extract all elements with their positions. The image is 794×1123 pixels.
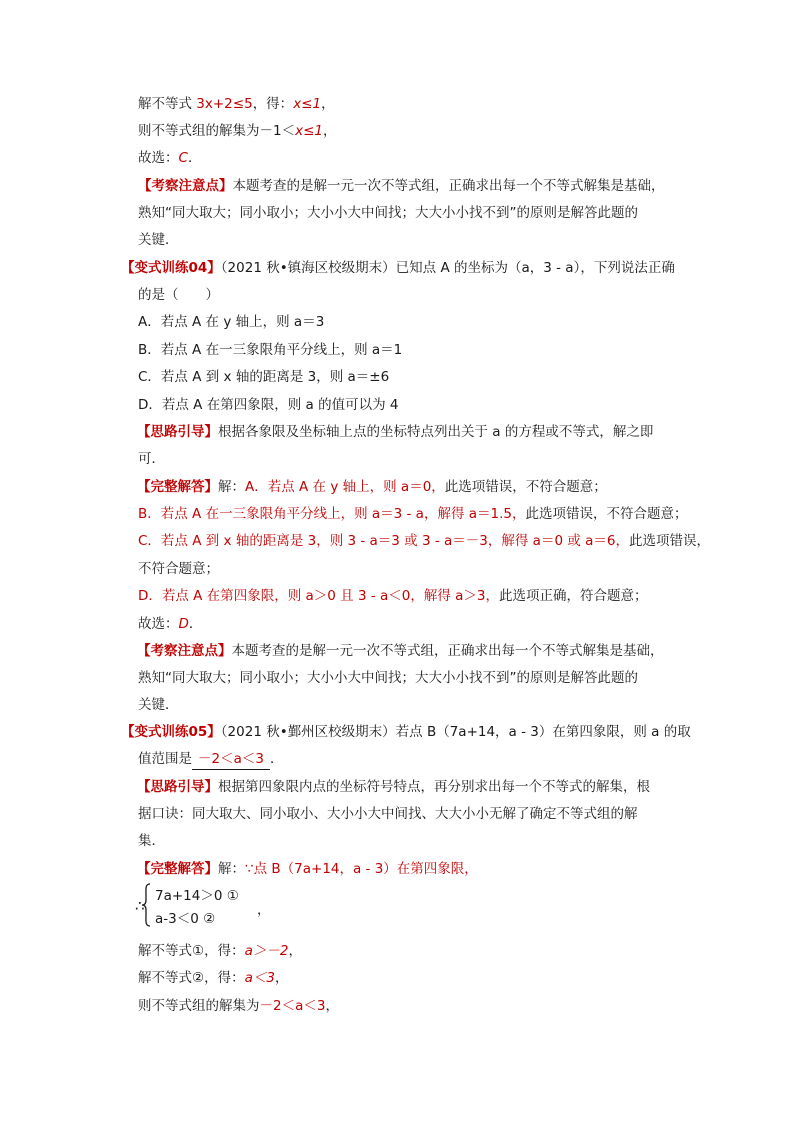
- section-tag: 【思路引导】: [137, 424, 218, 440]
- exercise-heading: [121, 258, 675, 278]
- exercise-heading: [121, 722, 691, 742]
- section-tag: 【考察注意点】: [137, 643, 232, 659]
- option-d: D．若点 A 在第四象限，则 a 的值可以为 4: [138, 397, 399, 413]
- text-line: [137, 422, 653, 442]
- text-line: 熟知“同大取大；同小取小；大小小大中间找；大大小小找不到”的原则是解答此题的: [138, 670, 638, 686]
- math-expression: a＞－2: [244, 943, 289, 959]
- section-tag: 【完整解答】: [137, 861, 218, 877]
- text-line: [137, 477, 607, 497]
- line-text: （2021 秋•鄞州区校级期末）若点 B（7a+14，a - 3）在第四象限，则 a 的取: [220, 724, 691, 740]
- line-text: 则不等式组的解集为: [138, 998, 260, 1014]
- text-line: 关键．: [138, 232, 179, 248]
- text-line: 集．: [138, 833, 165, 849]
- math-expression: a＜3: [244, 970, 275, 986]
- line-text: 故选：: [138, 150, 179, 166]
- text-line: [138, 148, 201, 168]
- line-text: 则不等式组的解集为－1＜: [138, 123, 296, 139]
- line-text: 根据第四象限内点的坐标符号特点，再分别求出每一个不等式的解集，根: [218, 779, 650, 795]
- system-comma: ，: [257, 902, 271, 918]
- text-line: [138, 941, 302, 961]
- solution-text: B．若点 A 在一三象限角平分线上，则 a＝3 - a，解得 a＝1.5，: [138, 506, 526, 522]
- line-text: 故选：: [138, 616, 179, 632]
- solution-text: D．若点 A 在第四象限，则 a＞0 且 3 - a＜0，解得 a＞3，: [138, 588, 500, 604]
- line-text: 此选项错误，不符合题意；: [444, 479, 607, 495]
- therefore-symbol: ∴: [135, 897, 145, 915]
- line-text: ，: [325, 998, 339, 1014]
- text-line: 可．: [138, 451, 165, 467]
- section-tag: 【完整解答】: [137, 479, 218, 495]
- text-line: 的是（ ）: [138, 287, 219, 303]
- line-text: 此选项正确，符合题意；: [499, 588, 648, 604]
- text-line: [137, 641, 664, 661]
- inequality-row-2: a-3＜0 ②: [155, 911, 216, 927]
- text-line: 不符合题意；: [138, 561, 219, 577]
- section-tag: 【变式训练05】: [121, 724, 221, 740]
- text-line: 据口诀：同大取大、同小取小、大小小大中间找、大大小小无解了确定不等式组的解: [138, 806, 638, 822]
- text-line: [138, 996, 339, 1016]
- inequality-row-1: 7a+14＞0 ①: [155, 888, 239, 904]
- text-line: [138, 749, 283, 770]
- text-line: [137, 777, 650, 797]
- text-line: 熟知“同大取大；同小取小；大小小大中间找；大大小小找不到”的原则是解答此题的: [138, 205, 638, 221]
- text-line: [138, 586, 648, 606]
- line-text: ，: [274, 970, 289, 986]
- math-expression: 3x+2≤5: [196, 96, 253, 112]
- text-line: [138, 121, 336, 141]
- line-text: 值范围是: [138, 751, 192, 767]
- option-b: B．若点 A 在一三象限角平分线上，则 a＝1: [138, 342, 403, 358]
- line-text: ．: [269, 751, 284, 767]
- line-text: （2021 秋•镇海区校级期末）已知点 A 的坐标为（a，3 - a），下列说法正确: [220, 260, 675, 276]
- line-text: 解不等式②，得：: [138, 970, 245, 986]
- math-expression: －2＜a＜3: [259, 998, 326, 1014]
- section-tag: 【变式训练04】: [121, 260, 221, 276]
- text-line: 关键．: [138, 697, 179, 713]
- line-text: 本题考查的是解一元一次不等式组，正确求出每一个不等式解集是基础，: [232, 178, 665, 194]
- text-line: [138, 176, 665, 196]
- answer-letter: C: [178, 150, 188, 166]
- line-text: 根据各象限及坐标轴上点的坐标特点列出关于 a 的方程或不等式，解之即: [218, 424, 654, 440]
- line-text: ，: [288, 943, 302, 959]
- line-text: ，: [322, 123, 337, 139]
- line-text: ，: [321, 96, 335, 112]
- left-brace-icon: [141, 883, 151, 927]
- section-tag: 【思路引导】: [137, 779, 218, 795]
- solution-text: ∵点 B（7a+14，a - 3）在第四象限，: [245, 861, 478, 877]
- section-tag: 【考察注意点】: [138, 178, 233, 194]
- line-text: 解不等式①，得：: [138, 943, 245, 959]
- line-text: 解不等式: [138, 96, 197, 112]
- answer-blank: －2＜a＜3: [192, 749, 270, 770]
- line-text: 解：: [218, 479, 245, 495]
- line-text: 本题考查的是解一元一次不等式组，正确求出每一个不等式解集是基础，: [231, 643, 664, 659]
- text-line: [137, 859, 478, 879]
- math-expression: x≤1: [295, 123, 323, 139]
- text-line: [138, 968, 288, 988]
- text-line: [138, 94, 335, 114]
- option-c: C．若点 A 到 x 轴的距离是 3，则 a＝±6: [138, 369, 390, 385]
- solution-text: C．若点 A 到 x 轴的距离是 3，则 3 - a＝3 或 3 - a＝－3，解得 a＝0 或 a＝6，: [138, 533, 629, 549]
- line-text: ．: [187, 150, 202, 166]
- answer-letter: D: [178, 616, 189, 632]
- line-text: 此选项错误，不符合题意；: [525, 506, 688, 522]
- text-line: [138, 614, 202, 634]
- line-text: ，得：: [252, 96, 294, 112]
- line-text: ．: [188, 616, 203, 632]
- math-expression: x≤1: [293, 96, 322, 112]
- line-text: 解：: [218, 861, 245, 877]
- text-line: [138, 504, 688, 524]
- solution-text: A．若点 A 在 y 轴上，则 a＝0，: [245, 479, 445, 495]
- line-text: 此选项错误，: [628, 533, 710, 549]
- text-line: [138, 531, 710, 551]
- option-a: A．若点 A 在 y 轴上，则 a＝3: [138, 314, 325, 330]
